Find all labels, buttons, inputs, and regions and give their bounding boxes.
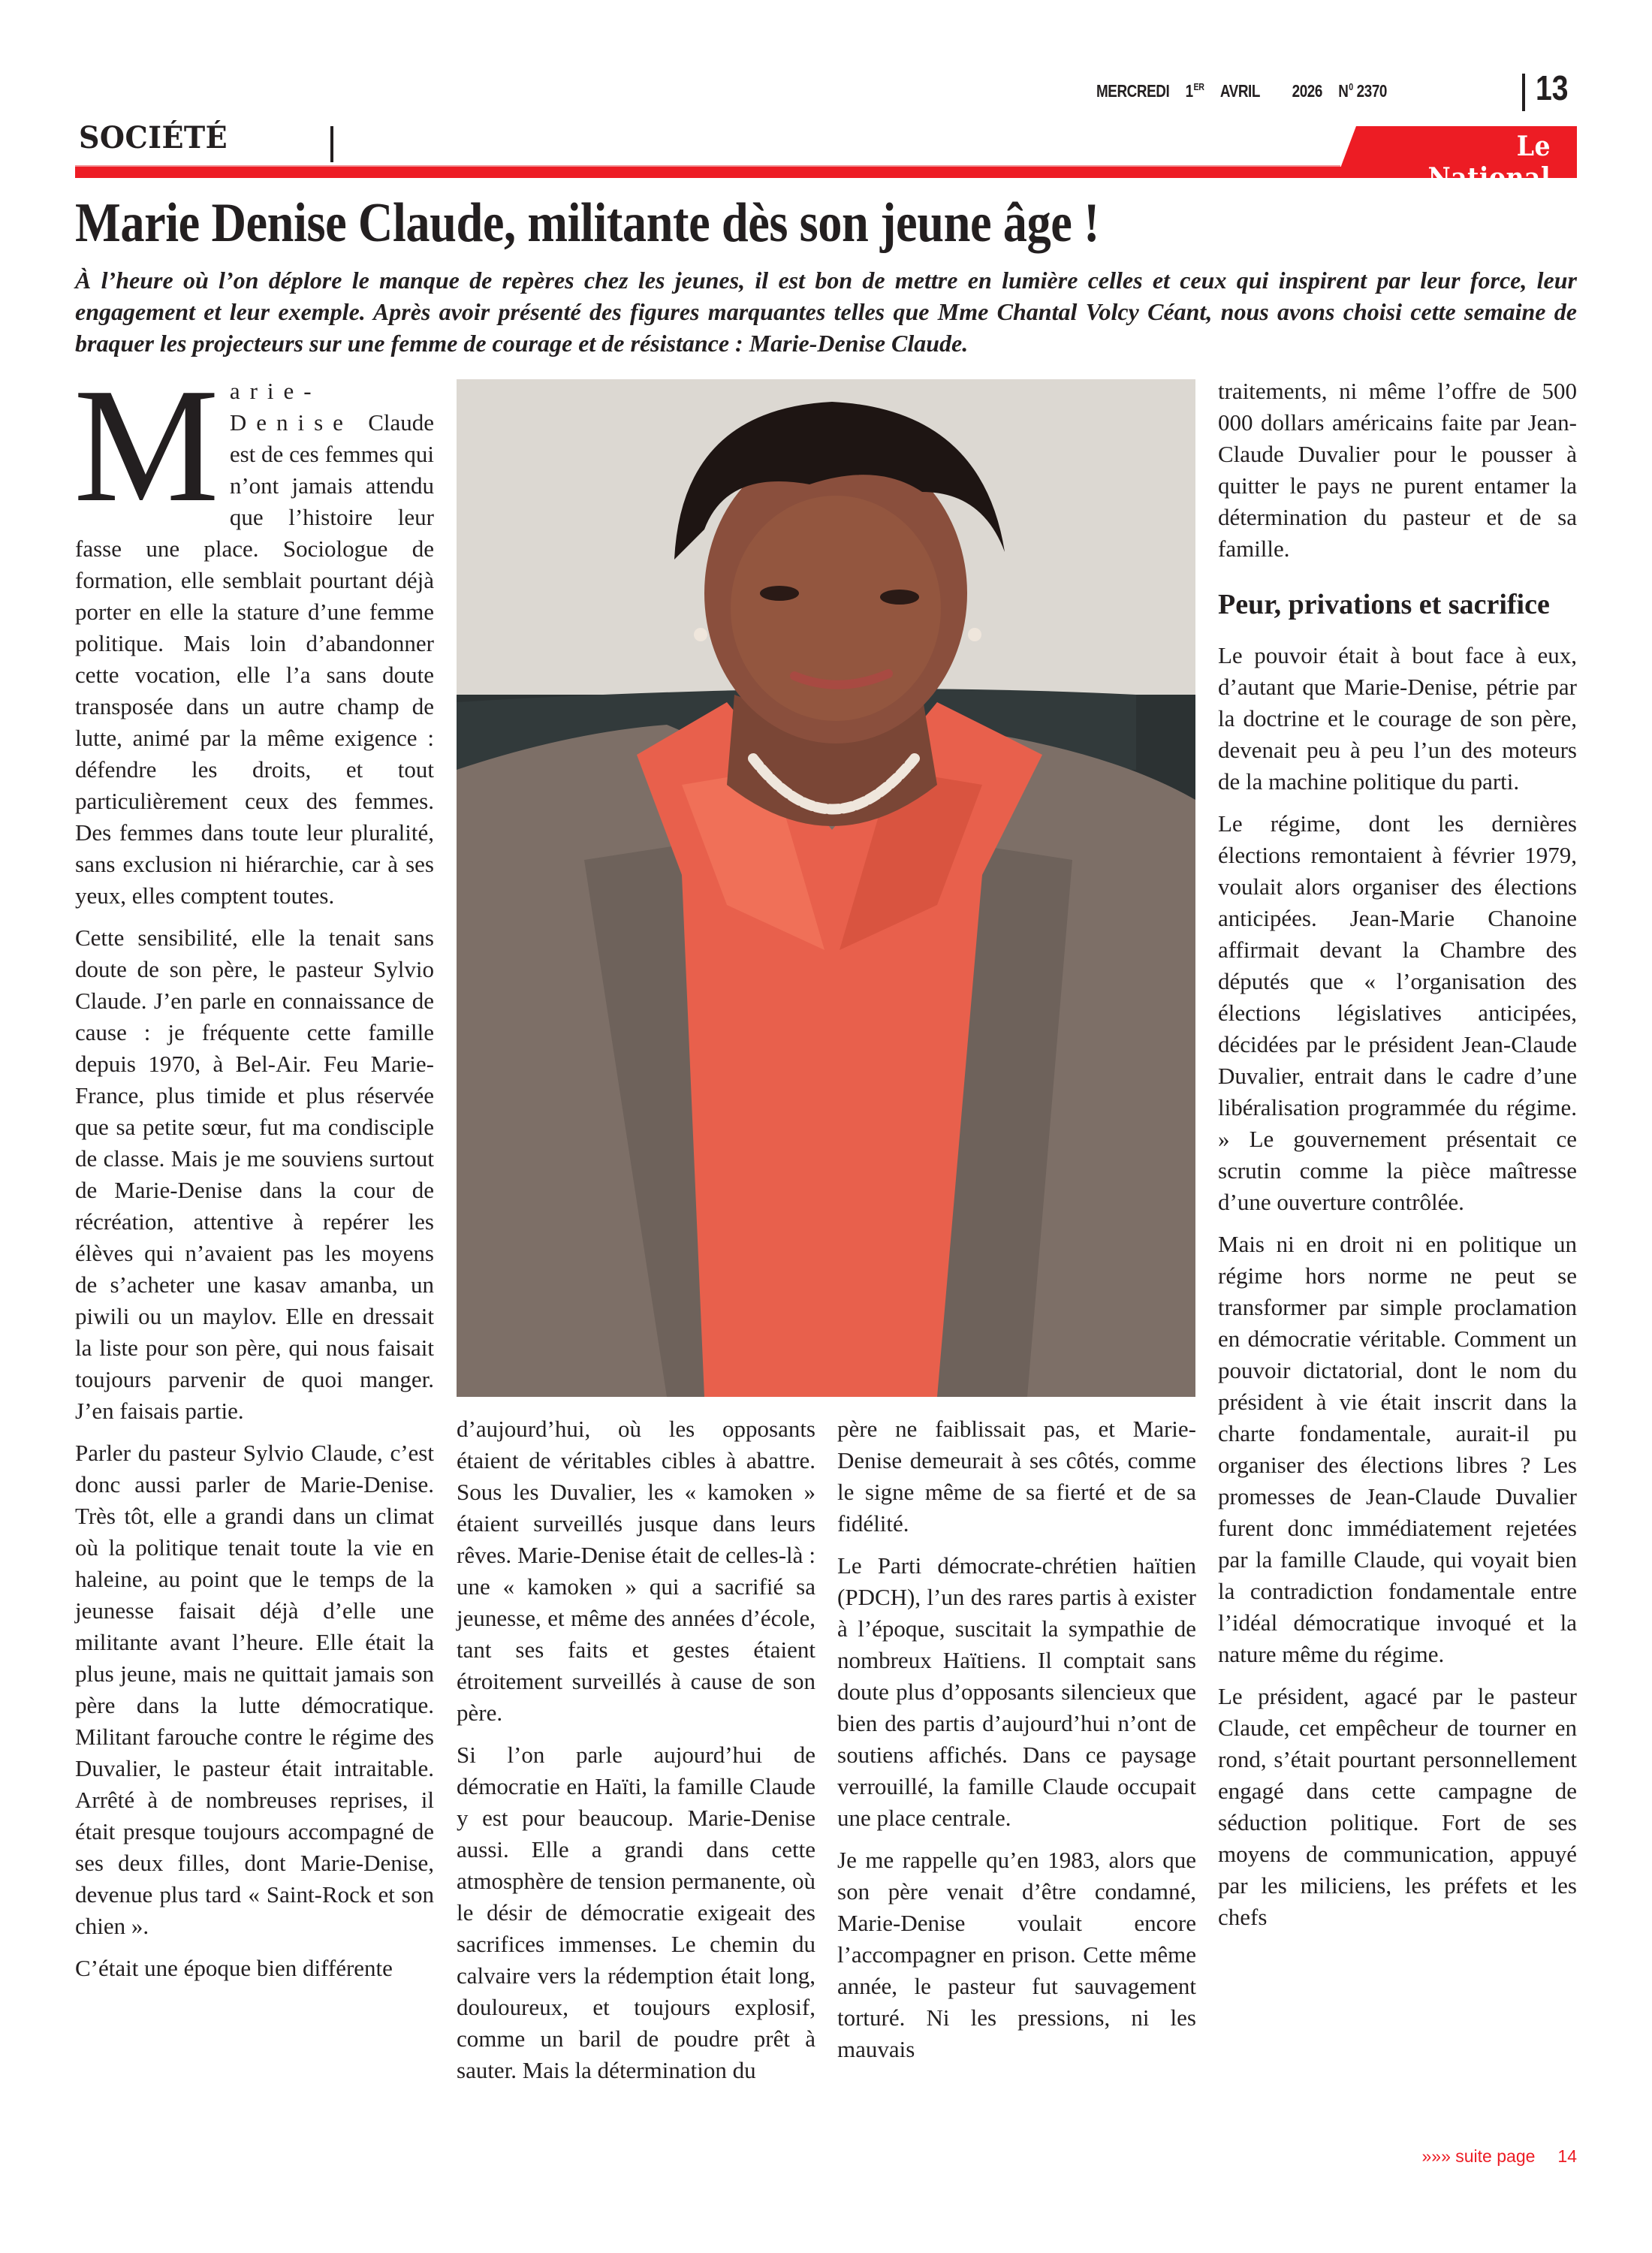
article-title: Marie Denise Claude, militante dès son jeune âge ! (75, 192, 1100, 254)
section-subheading: Peur, privations et sacrifice (1218, 589, 1550, 620)
paragraph: d’aujourd’hui, où les opposants étaient de véritables cibles à abattre. Sous les Duvalier, les « kamoken » étaient surveillés jusque dans leurs rêves. Marie-Denise était de celles-là : une « kamoken » qui a sacrifié sa jeunesse, et même des années d’école, tant ses faits et gestes étaient étroitement surveillés à cause de son père. (457, 1416, 815, 1726)
page-number-divider (1522, 74, 1525, 111)
article-column-4 (1218, 376, 1577, 1944)
paragraph: Je me rappelle qu’en 1983, alors que son père venait d’être condamné, Marie-Denise voulait encore l’accompagner en prison. Cette même année, le pasteur fut sauvagement torturé. Ni les pressions, ni les mauvais (837, 1847, 1196, 2062)
publication-name: Le National (1427, 131, 1551, 194)
section-label: SOCIÉTÉ (79, 120, 228, 155)
paragraph (74, 355, 434, 912)
article-column-2 (457, 1413, 815, 2097)
section-divider (330, 126, 333, 162)
continued-on-page-link[interactable] (1382, 2146, 1577, 2167)
article-column-1 (74, 355, 434, 1995)
paragraph: traitements, ni même l’offre de 500 000 dollars américains faite par Jean-Claude Duvalier pour le pousser à quitter le pays ne purent entamer la détermination du pasteur et de sa famille. (1218, 378, 1577, 562)
continuation-page: 14 (1557, 2146, 1577, 2166)
portrait-photo (457, 379, 1195, 1397)
page-number: 13 (1536, 68, 1569, 107)
article-lead: À l’heure où l’on déplore le manque de repères chez les jeunes, il est bon de mettre en lumière celles et ceux qui inspirent par leur force, leur engagement et leur exemple. Après avoir présenté des figures marquantes telles que Mme Chantal Volcy Céant, nous avons choisi cette semaine de braquer les projecteurs sur une femme de courage et de résistance : Marie-Denise Claude. (75, 267, 1577, 357)
issue-number: $N^0$ 2370 (1338, 81, 1387, 101)
date-month: AVRIL (1219, 81, 1260, 101)
portrait-illustration (457, 379, 1195, 1397)
date-day-num: 1ER (1185, 81, 1204, 101)
continuation-label: suite page (1455, 2146, 1536, 2166)
paragraph: Le régime, dont les dernières élections remontaient à février 1979, voulait alors organiser des élections anticipées. Jean-Marie Chanoine affirmait devant la Chambre des députés que « l’organisation des élections législatives anticipées, décidées par le président Jean-Claude Duvalier, entrait dans le cadre d’une libéralisation programmée du régime. » Le gouvernement présentait ce scrutin comme la pièce maîtresse d’une ouverture contrôlée. (1218, 810, 1577, 1215)
continuation-arrows-icon: »»» (1421, 2146, 1451, 2166)
paragraph: Le président, agacé par le pasteur Claude, cet empêcheur de tourner en rond, s’était pourtant personnellement engagé dans cette campagne de séduction politique. Fort de ses moyens de communication, appuyé par les miliciens, les préfets et les chefs (1218, 1683, 1577, 1930)
paragraph: Mais ni en droit ni en politique un régime hors norme ne peut se transformer par simple proclamation en démocratie véritable. Comment un pouvoir dictatorial, dont le nom du président à vie était inscrit dans la charte fondamentale, aurait-il pu organiser des élections libres ? Les promesses de Jean-Claude Duvalier furent donc immédiatement rejetées par la famille Claude, qui voyait bien la contradiction fondamentale entre l’idéal démocratique invoqué et la nature même du régime. (1218, 1231, 1577, 1667)
date-day: MERCREDI (1096, 81, 1170, 101)
paragraph: Le Parti démocrate-chrétien haïtien (PDCH), l’un des rares partis à exister à l’époque, suscitait la sympathie de nombreux Haïtiens. Il comptait sans doute plus d’opposants silencieux que bien des partis d’aujourd’hui n’ont de soutiens affichés. Dans ce paysage verrouillé, la famille Claude occupait une place centrale. (837, 1552, 1196, 1831)
drop-cap: M (74, 355, 219, 536)
article-column-3 (837, 1413, 1196, 2076)
date-year: 2026 (1292, 81, 1322, 101)
paragraph: Cette sensibilité, elle la tenait sans doute de son père, le pasteur Sylvio Claude. J’en parle en connaissance de cause : je fréquente cette famille depuis 1970, à Bel-Air. Feu Marie-France, plus timide et plus réservée que sa petite sœur, fut ma condisciple de classe. Mais je me souviens surtout de Marie-Denise dans la cour de récréation, attentive à repérer les élèves qui n’avaient pas les moyens de s’acheter une kasav amanba, un piwili ou un maylov. Elle en dressait la liste pour son père, qui nous faisait toujours parvenir de quoi manger. J’en faisais partie. (75, 924, 434, 1424)
paragraph: C’était une époque bien différente (75, 1955, 393, 1981)
paragraph-text: Claude est de ces femmes qui n’ont jamais attendu que l’histoire leur fasse une place. Sociologue de formation, elle semblait pourtant déjà porter en elle la stature d’une femme politique. Mais loin d’abandonner cette vocation, elle l’a sans doute transposée dans un autre champ de lutte, animé par la même exigence : défendre les droits, et tout particulièrement ceux des femmes. Des femmes dans toute leur pluralité, sans exclusion ni hiérarchie, car à ses yeux, elles comptent toutes. (75, 409, 434, 909)
paragraph: Le pouvoir était à bout face à eux, d’autant que Marie-Denise, pétrie par la doctrine et le courage de son père, devenait peu à peu l’un des moteurs de la machine politique du parti. (1218, 642, 1577, 795)
paragraph: Si l’on parle aujourd’hui de démocratie en Haïti, la famille Claude y est pour beaucoup. Marie-Denise aussi. Elle a grandi dans cette atmosphère de tension permanente, où le désir de démocratie exigeait des sacrifices immenses. Le chemin du calvaire vers la rédemption était long, douloureux, et toujours explosif, comme un baril de poudre prêt à sauter. Mais la détermination du (457, 1742, 815, 2083)
paragraph: père ne faiblissait pas, et Marie-Denise demeurait à ses côtés, comme le signe même de sa fierté et de sa fidélité. (837, 1416, 1196, 1537)
paragraph-opening: arie-Denise (229, 378, 353, 436)
dateline (1096, 81, 1429, 111)
paragraph: Parler du pasteur Sylvio Claude, c’est donc aussi parler de Marie-Denise. Très tôt, elle a grandi dans un climat où la politique tenait toute la vie en haleine, au point que le temps de la jeunesse faisait déjà d’elle une militante avant l’heure. Elle était la plus jeune, mais ne quittait jamais son père dans la lutte démocratique. Militant farouche contre le régime des Duvalier, le pasteur était intraitable. Arrêté à de nombreuses reprises, il était presque toujours accompagné de ses deux filles, dont Marie-Denise, devenue plus tard « Saint-Rock et son chien ». (75, 1440, 434, 1939)
